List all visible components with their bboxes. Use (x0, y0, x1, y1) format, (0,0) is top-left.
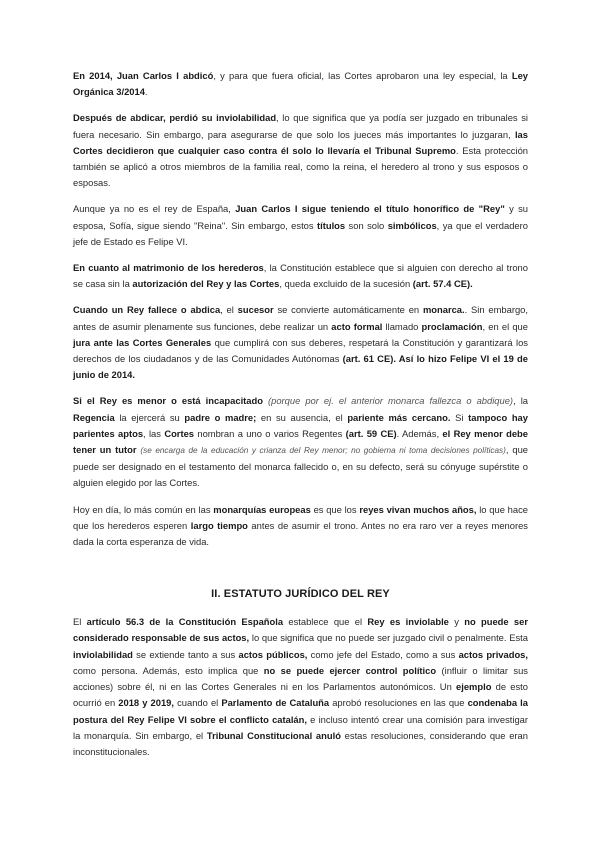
text-run: , que puede ser designado en el testamento del monarca fallecido o, en su defecto, será su cónyuge supérstite o alguien elegido por las Cortes. (73, 444, 529, 489)
text-run: que cumplirá con sus deberes, respetará la Constitución y garantizará los derechos de los ciudadanos y de las Comunidades Autónomas (73, 336, 528, 365)
bold-text: no puede ser considerado responsable de sus actos, (73, 616, 528, 644)
paragraph-succession-proclamation (73, 302, 528, 383)
text-run: , y para que fuera oficial, las Cortes aprobaron una ley especial, la (213, 70, 512, 81)
text-run: estas resoluciones, considerando que eran inconstitucionales. (73, 729, 528, 757)
bold-text: (art. 59 CE) (345, 427, 397, 439)
italic-note: (porque por ej. el anterior monarca fallezca o abdique) (268, 395, 514, 407)
bold-text: actos privados, (458, 648, 528, 660)
section-heading: II. ESTATUTO JURÍDICO DEL REY (211, 588, 390, 601)
paragraph-abdication (73, 68, 528, 100)
text-run: cuando el (174, 697, 222, 709)
paragraph-regency (73, 393, 528, 491)
text-run: establece que el (283, 616, 368, 628)
bold-text: 2018 y 2019, (118, 697, 174, 709)
text-run: , lo que significa que ya podía ser juzgado en tribunales si fuera necesario. Sin embargo, para asegurarse de que solo los jueces más importantes lo juzgaran, (73, 112, 528, 140)
text-run: . Sin embargo, antes de asumir plenamente sus funciones, debe realizar un (73, 304, 528, 332)
text-run: de esto ocurrió en (73, 681, 528, 709)
italic-note: (se encarga de la educación y crianza del Rey menor; no gobierna ni toma decisiones políticas) (140, 446, 506, 456)
bold-text: Si el Rey es menor o está incapacitado (73, 395, 263, 407)
bold-text: el Rey menor debe tener un tutor (73, 427, 528, 456)
text-run: , la (513, 395, 528, 407)
text-run: . Esta protección también se aplicó a otros miembros de la familia real, como la reina, el heredero al trono y sus esposos o esposas. (73, 144, 529, 189)
bold-text: Tribunal Constitucional anuló (206, 729, 341, 741)
bold-text: acto formal (331, 320, 383, 332)
text-run: , el (220, 304, 238, 316)
bold-text: (art. 61 CE). Así lo hizo Felipe VI el 19 de junio de 2014. (73, 353, 528, 381)
bold-text: En 2014, Juan Carlos I abdicó (73, 70, 214, 81)
text-run: nombran a uno o varios Regentes (194, 427, 346, 439)
bold-text: padre o madre; (184, 411, 257, 423)
text-run: llamado (382, 320, 422, 332)
text-run: lo que significa que no puede ser juzgado civil o penalmente. Esta (249, 632, 528, 644)
text-run: , queda excluido de la sucesión (279, 278, 413, 290)
bold-text: Cortes (164, 427, 195, 439)
bold-text: jura ante las Cortes Generales (73, 336, 212, 348)
text-run: en su ausencia, el (256, 411, 348, 423)
text-run: son solo (345, 219, 388, 231)
text-run: . (144, 86, 148, 98)
bold-text: Después de abdicar, perdió su inviolabilidad (73, 112, 277, 124)
text-run: e incluso intentó crear una comisión para investigar la monarquía. Sin embargo, el (73, 713, 528, 741)
bold-text: Rey es inviolable (367, 616, 449, 628)
bold-text: (art. 57.4 CE). (412, 278, 473, 290)
text-run: aprobó resoluciones en las que (329, 697, 468, 709)
text-run: la ejercerá su (114, 411, 185, 423)
text-run: Si (450, 411, 469, 423)
text-run: lo que hace que los herederos esperen (73, 503, 528, 531)
text-run: y su esposa, Sofía, sigue siendo "Reina". Sin embargo, estos (73, 203, 528, 231)
text-run: Hoy en día, lo más común en las (73, 503, 214, 515)
bold-text: Ley Orgánica 3/2014 (73, 70, 528, 98)
text-run: , en el que (482, 320, 528, 332)
bold-text: En cuanto al matrimonio de los herederos (73, 262, 264, 274)
paragraph-inviolability-loss (73, 110, 528, 191)
bold-text: monarquías europeas (213, 503, 311, 515)
bold-text: tampoco hay parientes aptos (73, 411, 528, 439)
paragraph-heirs-marriage (73, 260, 528, 292)
bold-text: Regencia (73, 411, 115, 423)
bold-text: simbólicos (387, 219, 437, 231)
bold-text: ejemplo (456, 681, 492, 693)
text-run: El (73, 616, 87, 628)
bold-text: títulos (317, 219, 346, 231)
text-run: antes de asumir el trono. Antes no era raro ver a reyes menores dada la corta esperanza de vida. (73, 519, 528, 548)
bold-text: autorización del Rey y las Cortes (132, 278, 280, 290)
text-run: , las (143, 427, 165, 439)
bold-text: sucesor (237, 304, 274, 316)
bold-text: actos públicos, (238, 648, 308, 660)
text-run: se extiende tanto a sus (132, 648, 239, 660)
bold-text: Cuando un Rey fallece o abdica (73, 304, 221, 316)
bold-text: artículo 56.3 de la Constitución Española (86, 616, 284, 628)
text-run: como jefe del Estado, como a sus (307, 648, 459, 660)
bold-text: no se puede ejercer control político (263, 664, 437, 676)
text-run: y (448, 616, 465, 628)
paragraph-european-monarchies (73, 502, 528, 551)
bold-text: inviolabilidad (73, 648, 133, 660)
bold-text: reyes vivan muchos años, (359, 503, 477, 515)
bold-text: Juan Carlos I sigue teniendo el título honorífico de "Rey" (235, 203, 505, 215)
text-run: , la Constitución establece que si alguien con derecho al trono se casa sin la (73, 262, 528, 290)
bold-text: proclamación (421, 320, 483, 332)
text-run: , ya que el verdadero jefe de Estado es Felipe VI. (73, 219, 528, 247)
text-run: es que los (310, 503, 360, 515)
bold-text: pariente más cercano. (347, 411, 451, 423)
bold-text: largo tiempo (190, 519, 248, 531)
bold-text: condenaba la postura del Rey Felipe VI sobre el conflicto catalán, (73, 697, 528, 725)
bold-text: Parlamento de Cataluña (221, 697, 330, 709)
paragraph-honorary-title (73, 201, 528, 250)
text-run: (influir o limitar sus acciones) sobre él, ni en las Cortes Generales ni en los Parlamentos autonómicos. Un (73, 664, 528, 693)
paragraph-legal-status (73, 614, 528, 760)
bold-text: las Cortes decidieron que cualquier caso contra él solo lo llevaría el Tribunal Supremo (73, 128, 528, 156)
text-run: como persona. Además, esto implica que (73, 664, 264, 676)
text-run: Aunque ya no es el rey de España, (73, 203, 236, 215)
text-run: se convierte automáticamente en (273, 304, 423, 316)
text-run: . Además, (396, 427, 443, 439)
bold-text: monarca. (422, 304, 465, 316)
